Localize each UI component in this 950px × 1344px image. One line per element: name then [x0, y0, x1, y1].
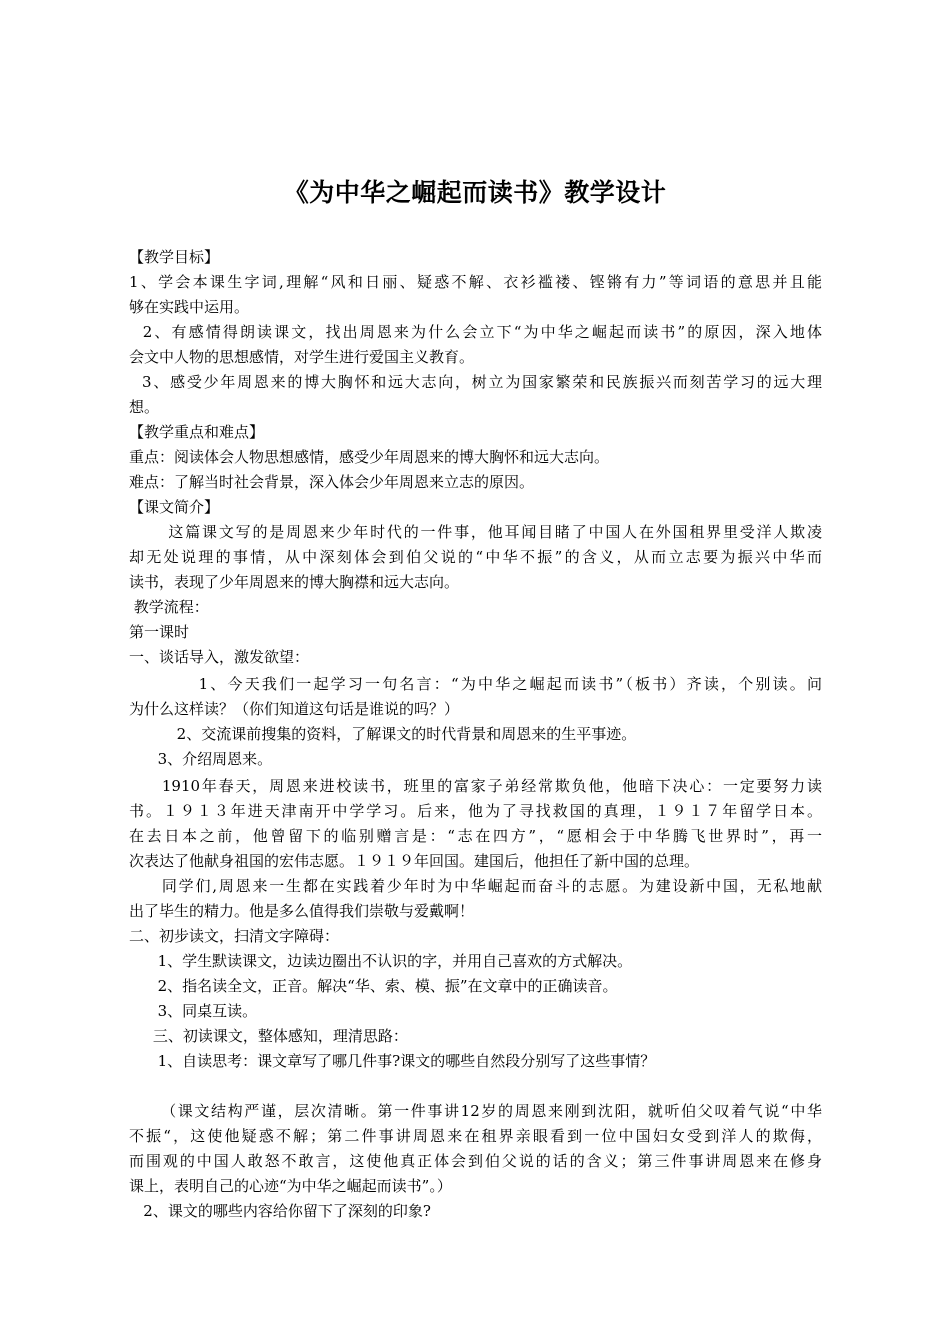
text-line: 重点：阅读体会人物思想感情，感受少年周恩来的博大胸怀和远大志向。	[129, 448, 610, 466]
text-line: 2、课文的哪些内容给你留下了深刻的印象?	[129, 1202, 431, 1220]
step-heading: 一、谈话导入，激发欲望：	[129, 648, 310, 666]
text-line: 1、自读思考：课文章写了哪几件事?课文的哪些自然段分别写了这些事情？	[129, 1052, 656, 1070]
text-line: 读书，表现了少年周恩来的博大胸襟和远大志向。	[129, 573, 460, 591]
document-title: 《为中华之崛起而读书》教学设计	[283, 178, 667, 207]
text-line: 难点：了解当时社会背景，深入体会少年周恩来立志的原因。	[129, 473, 535, 491]
text-line: 3、同桌互读。	[129, 1002, 258, 1020]
text-line: 不振“，这使他疑惑不解；第二件事讲周恩来在租界亲眼看到一位中国妇女受到洋人的欺侮，	[129, 1127, 822, 1145]
text-line: 而围观的中国人敢怒不敢言，这使他真正体会到伯父说的话的含义；第三件事讲周恩来在修身	[129, 1152, 822, 1170]
text-line: 这篇课文写的是周恩来少年时代的一件事，他耳闻目睹了中国人在外国租界里受洋人欺凌	[129, 523, 822, 541]
section-heading-lesson-one: 第一课时	[129, 623, 190, 641]
text-line: 2、交流课前搜集的资料，了解课文的时代背景和周恩来的生平事迹。	[129, 725, 637, 743]
text-line: 书。１９１３年进天津南开中学学习。后来，他为了寻找救国的真理，１９１７年留学日本。	[129, 802, 822, 820]
text-line: （课文结构严谨，层次清晰。第一件事讲12岁的周恩来刚到沈阳，就听伯父叹着气说“中华	[129, 1102, 822, 1120]
step-heading: 三、初读课文，整体感知，理清思路：	[129, 1027, 408, 1045]
text-line: 3、感受少年周恩来的博大胸怀和远大志向，树立为国家繁荣和民族振兴而刻苦学习的远大理	[129, 373, 822, 391]
text-line: 3、介绍周恩来。	[129, 750, 273, 768]
step-heading: 二、初步读文，扫清文字障碍：	[129, 927, 340, 945]
section-heading-objectives: 【教学目标】	[129, 248, 220, 266]
text-line: 同学们,周恩来一生都在实践着少年时为中华崛起而奋斗的志愿。为建设新中国，无私地献	[129, 877, 822, 895]
text-line: 会文中人物的思想感情，对学生进行爱国主义教育。	[129, 348, 475, 366]
text-line: 课上，表明自己的心迹“为中华之崛起而读书”。）	[129, 1177, 452, 1195]
text-line: 够在实践中运用。	[129, 298, 250, 316]
section-heading-key-points: 【教学重点和难点】	[129, 423, 265, 441]
text-line: 在去日本之前，他曾留下的临别赠言是：“志在四方”，“愿相会于中华腾飞世界时”，再一	[129, 827, 822, 845]
text-line: 1、学生默读课文，边读边圈出不认识的字，并用自己喜欢的方式解决。	[129, 952, 633, 970]
text-line: 出了毕生的精力。他是多么值得我们崇敬与爱戴啊！	[129, 902, 475, 920]
text-line: 2、指名读全文，正音。解决“华、索、模、振”在文章中的正确读音。	[129, 977, 618, 995]
text-line: 1910年春天，周恩来进校读书，班里的富家子弟经常欺负他，他暗下决心：一定要努力读	[129, 777, 822, 795]
text-line: 却无处说理的事情，从中深刻体会到伯父说的“中华不振”的含义，从而立志要为振兴中华而	[129, 548, 822, 566]
text-line: 为什么这样读？（你们知道这句话是谁说的吗？）	[129, 700, 460, 718]
section-heading-process: 教学流程：	[129, 598, 209, 616]
text-line: 想。	[129, 398, 160, 416]
text-line: 1、今天我们一起学习一句名言：“为中华之崛起而读书”（板书）齐读，个别读。问	[129, 675, 822, 693]
text-line: 2、有感情得朗读课文，找出周恩来为什么会立下“为中华之崛起而读书”的原因，深入地体	[129, 323, 822, 341]
section-heading-summary: 【课文简介】	[129, 498, 220, 516]
text-line: 1、学会本课生字词,理解“风和日丽、疑惑不解、衣衫褴褛、铿锵有力”等词语的意思并且能	[129, 273, 822, 291]
text-line: 次表达了他献身祖国的宏伟志愿。１９１９年回国。建国后，他担任了新中国的总理。	[129, 852, 700, 870]
